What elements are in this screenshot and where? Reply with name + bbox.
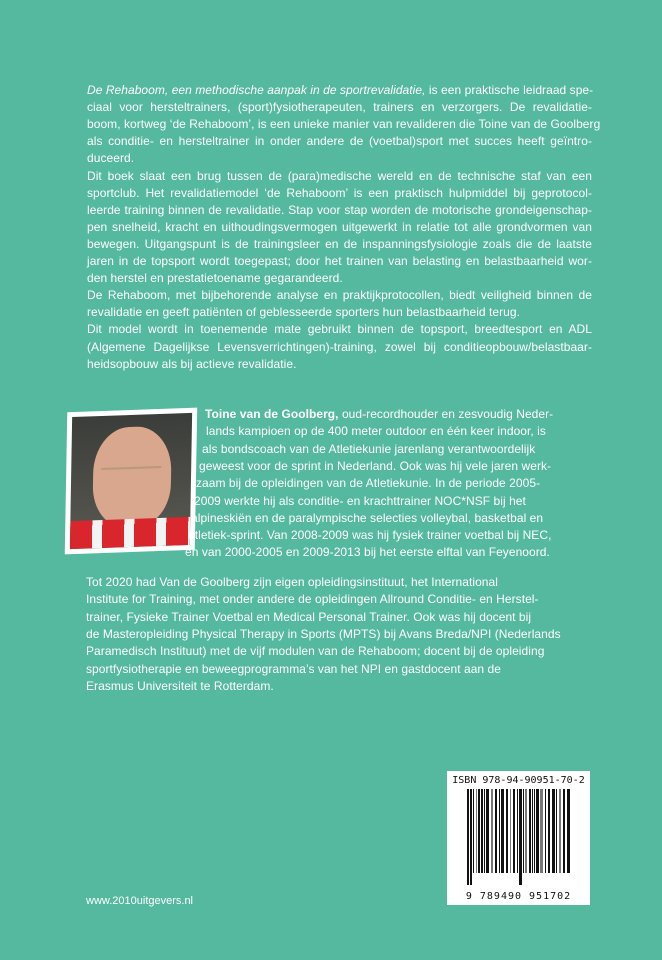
intro-line: Dit boek slaat een brug tussen de (para)medische wereld en de technische staf van een bbox=[87, 168, 592, 183]
bio-line: lands kampioen op de 400 meter outdoor en één keer indoor, is bbox=[206, 424, 546, 439]
intro-line: boom, kortweg ‘de Rehaboom’, is een unieke manier van revalideren die Toine van de Goolberg bbox=[87, 117, 601, 132]
barcode-bar bbox=[473, 789, 474, 873]
intro-line: pen snelheid, kracht en uithoudingsvermogen uitgewerkt in relatie tot alle grondvormen van bbox=[87, 219, 592, 234]
barcode-bar bbox=[486, 789, 489, 873]
barcode-bar bbox=[525, 789, 527, 873]
intro-line: (Algemene Dagelijkse Levensverrichtingen)-training, zowel bij conditieopbouw/belastbaar- bbox=[87, 339, 592, 354]
bio-line: als bondscoach van de Atletiekunie jarenlang verantwoordelijk bbox=[202, 441, 536, 456]
intro-line: jaren in de topsport wordt toegepast; door het trainen van belasting en belastbaarheid wor- bbox=[87, 254, 592, 268]
author-photo bbox=[65, 408, 197, 555]
barcode-bar bbox=[529, 789, 531, 873]
barcode-bar bbox=[536, 789, 539, 873]
bio-line: zaam bij de opleidingen van de Atletiekunie. In de periode 2005- bbox=[196, 476, 541, 491]
intro-line: heidsopbouw als bij actieve revalidatie. bbox=[87, 356, 297, 371]
barcode-bar bbox=[476, 789, 477, 873]
intro-line: sportclub. Het revalidatiemodel ‘de Rehaboom’ is een praktisch hulpmiddel bij geprotocol- bbox=[87, 185, 592, 200]
barcode-bar bbox=[552, 789, 555, 873]
intro-line: bewegen. Uitgangspunt is de trainingsleer en de inspanningsfysiologie zoals die de laatste bbox=[87, 236, 592, 251]
intro-line bbox=[87, 82, 592, 99]
barcode-bar bbox=[556, 789, 557, 873]
bio-line: 2009 werkte hij als conditie- en krachttrainer NOC*NSF bij het bbox=[194, 493, 526, 508]
barcode-bar bbox=[491, 789, 493, 873]
barcode-bar bbox=[467, 789, 469, 885]
barcode-bar bbox=[545, 789, 546, 873]
bio-line: atletiek-sprint. Van 2008-2009 was hij fysiek trainer voetbal bij NEC, bbox=[188, 528, 552, 543]
barcode-bar bbox=[506, 789, 508, 873]
career-line: sportfysiotherapie en beweegprogramma’s van het NPI en gastdocent aan de bbox=[86, 661, 501, 676]
intro-line: De Rehaboom, met bijbehorende analyse en praktijkprotocollen, biedt veiligheid binnen de bbox=[87, 288, 592, 303]
barcode-bar bbox=[481, 789, 483, 873]
intro-line: duceerd. bbox=[87, 151, 135, 166]
barcode-bar bbox=[563, 789, 565, 873]
barcode-bar bbox=[513, 789, 515, 873]
career-line: trainer, Fysieke Trainer Voetbal en Medical Personal Trainer. Ook was hij docent bij bbox=[86, 609, 532, 624]
career-line: Paramedisch Instituut) met de vijf modulen van de Rehaboom; docent bij de opleiding bbox=[86, 644, 545, 659]
book-title: De Rehaboom, een methodische aanpak in de sportrevalidatie, bbox=[87, 83, 426, 97]
barcode-bar bbox=[478, 789, 480, 873]
barcode-bar bbox=[567, 789, 570, 873]
barcode-bar bbox=[470, 789, 472, 885]
barcode-bar bbox=[534, 789, 535, 873]
bio-line: en van 2000-2005 en 2009-2013 bij het eerste elftal van Feyenoord. bbox=[185, 545, 550, 560]
career-line: Erasmus Universiteit te Rotterdam. bbox=[86, 678, 274, 693]
career-line: Tot 2020 had Van de Goolberg zijn eigen opleidingsinstituut, het International bbox=[86, 575, 498, 589]
barcode-bar bbox=[523, 789, 524, 873]
intro-line: revalidatie en geeft patiënten of geblesseerde sporters hun belastbaarheid terug. bbox=[87, 305, 521, 320]
intro-line: ciaal voor hersteltrainers, (sport)fysiotherapeuten, trainers en verzorgers. De revalidatie- bbox=[87, 100, 592, 115]
career-line: de Masteropleiding Physical Therapy in Sports (MPTS) bij Avans Breda/NPI (Nederlands bbox=[86, 626, 561, 641]
barcode-bar bbox=[519, 789, 522, 885]
barcode-bar bbox=[548, 789, 550, 873]
career-line: Institute for Training, met onder andere de opleidingen Allround Conditie- en Herstel- bbox=[86, 592, 539, 607]
barcode-bar bbox=[499, 789, 500, 873]
isbn-label: ISBN 978-94-90951-70-2 bbox=[452, 775, 585, 786]
barcode-bar bbox=[484, 789, 485, 873]
barcode-digits: 9 789490 951702 bbox=[465, 891, 572, 902]
intro-line: den herstel en prestatietoename gegarandeerd. bbox=[87, 271, 343, 286]
barcode-bar bbox=[517, 789, 518, 873]
barcode-bar bbox=[510, 789, 511, 873]
bio-line: alpineskiën en de paralympische selecties volleybal, basketbal en bbox=[191, 510, 544, 525]
barcode-bars bbox=[467, 789, 571, 885]
publisher-website[interactable]: www.2010uitgevers.nl bbox=[86, 895, 194, 907]
intro-line: als conditie- en hersteltrainer in onder andere de (voetbal)sport met succes heeft geïntro- bbox=[87, 134, 592, 149]
bio-line bbox=[205, 406, 553, 423]
barcode-bar bbox=[532, 789, 533, 873]
intro-line: Dit model wordt in toenemende mate gebruikt binnen de topsport, breedtesport en ADL bbox=[87, 322, 592, 337]
barcode-bar bbox=[540, 789, 543, 873]
bio-line: geweest voor de sprint in Nederland. Ook was hij vele jaren werk- bbox=[199, 458, 552, 473]
author-name: Toine van de Goolberg, bbox=[205, 407, 339, 421]
barcode-bar bbox=[495, 789, 497, 873]
barcode bbox=[447, 771, 590, 905]
intro-line: leerde training binnen de revalidatie. Stap voor stap worden de motorische grondeigenschap- bbox=[87, 202, 592, 217]
bio-line-text: oud-recordhouder en zesvoudig Neder- bbox=[338, 407, 554, 421]
intro-line-text: is een praktische leidraad spe- bbox=[425, 83, 594, 97]
barcode-bar bbox=[559, 789, 561, 873]
barcode-bar bbox=[501, 789, 504, 873]
